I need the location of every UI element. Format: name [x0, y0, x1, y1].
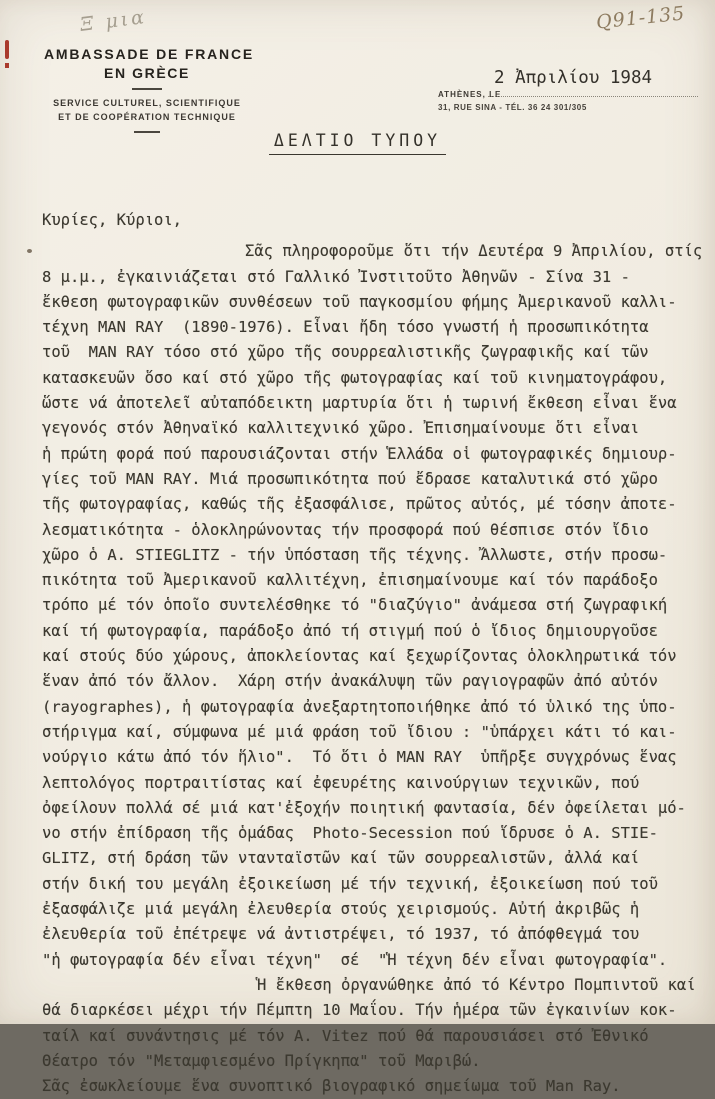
- typed-line: στήριγμα καί, σύμφωνα μέ μιά φράση τοῦ ἴδιου : "ὑπάρχει κάτι τό και-: [42, 722, 677, 741]
- typed-line: χῶρο ὁ A. STIEGLITZ - τήν ὑπόσταση τῆς τέχνης. Ἄλλωστε, στήν προσω-: [42, 545, 668, 564]
- typed-line: ἔκθεση φωτογραφικῶν συνθέσεων τοῦ παγκοσμίου φήμης Ἀμερικανοῦ καλλι-: [42, 292, 677, 311]
- handwritten-pencil-note: Ξ μια: [78, 5, 149, 37]
- typed-line: Ἡ ἔκθεση ὀργανώθηκε ἀπό τό Κέντρο Πομπιντοῦ καί: [257, 975, 696, 994]
- date-address-block: [438, 66, 708, 126]
- typed-line: τρόπο μέ τόν ὁποῖο συντελέσθηκε τό "διαζύγιο" ἀνάμεσα στή ζωγραφική: [42, 596, 668, 615]
- address-line: 31, RUE SINA - TÉL. 36 24 301/305: [438, 103, 587, 112]
- typed-line: κατασκευῶν ὅσο καί στό χῶρο τῆς φωτογραφίας καί τοῦ κινηματογράφου,: [42, 368, 668, 387]
- typed-line: νούργιο κάτω ἀπό τόν ἥλιο". Τό ὅτι ὁ MAN RAY ὑπῆρξε συγχρόνως ἕνας: [42, 748, 677, 767]
- typed-line: (rayographes), ἡ φωτογραφία ἀνεξαρτητοποιήθηκε ἀπό τό ὑλικό της ὑπο-: [42, 697, 677, 716]
- typed-body: [42, 208, 708, 1099]
- typed-line: γίες τοῦ MAN RAY. Μιά προσωπικότητα πού ἔδρασε καταλυτικά στό χῶρο: [42, 469, 658, 488]
- typed-line: "ἡ φωτογραφία δέν εἶναι τέχνη" σέ "Ἡ τέχνη δέν εἶναι φωτογραφία".: [42, 950, 668, 969]
- letterhead-org-line2: EN GRÈCE: [104, 65, 190, 81]
- document-title-text: ΔΕΛΤΙΟ ΤΥΠΟΥ: [269, 131, 446, 155]
- typed-line: Σᾶς ἐσωκλείουμε ἕνα συνοπτικό βιογραφικό σημείωμα τοῦ Man Ray.: [42, 1077, 621, 1096]
- typed-line: θά διαρκέσει μέχρι τήν Πέμπτη 10 Μαΐου. Τήν ἡμέρα τῶν ἐγκαινίων κοκ-: [42, 1001, 677, 1020]
- typed-line: λεπτολόγος πορτραιτίστας καί ἐφευρέτης καινούργιων τεχνικῶν, πού: [42, 773, 640, 792]
- embassy-letterhead: [44, 46, 254, 133]
- typed-line: Θέατρο τόν "Μεταμφιεσμένο Πρίγκηπα" τοῦ Μαριβώ.: [42, 1051, 481, 1070]
- typed-line: νο στήν ἐπίδραση τῆς ὁμάδας Photo-Secession πού ἵδρυσε ὁ A. STIE-: [42, 824, 658, 843]
- handwritten-reference-number: Q91-135: [595, 2, 687, 34]
- typed-line: ταίλ καί συνάντησις μέ τόν A. Vitez πού θά παρουσιάσει στό Ἐθνικό: [42, 1026, 649, 1045]
- place-label: ATHÈNES, LE: [438, 90, 502, 99]
- typed-line: ἐλευθερία τοῦ ἐπέτρεψε νά ἀντιστρέψει, τό 1937, τό ἀπόφθεγμά του: [42, 925, 640, 944]
- letterhead-service-line2: ET DE COOPÉRATION TECHNIQUE: [58, 112, 236, 122]
- letterhead-service-line1: SERVICE CULTUREL, SCIENTIFIQUE: [53, 98, 241, 108]
- typed-line: ὀφείλουν πολλά σέ μιά κατ'ἐξοχήν ποιητική φαντασία, δέν ὀφείλεται μό-: [42, 798, 686, 817]
- typed-line: τῆς φωτογραφίας, καθώς τῆς ἐξασφάλισε, πρῶτος αὐτός, μέ τόσην ἀποτε-: [42, 495, 677, 514]
- typed-line: πικότητα τοῦ Ἀμερικανοῦ καλλιτέχνη, ἐπισημαίνουμε καί τόν παράδοξο: [42, 571, 658, 590]
- letterhead-org-line1: AMBASSADE DE FRANCE: [44, 46, 254, 62]
- typed-line: ἐξασφάλιζε μιά μεγάλη ἐλευθερία στούς χειρισμούς. Αὐτή ἀκριβῶς ἡ: [42, 900, 640, 919]
- typed-line: γεγονός στόν Ἀθηναϊκό καλλιτεχνικό χῶρο. Ἐπισημαίνουμε ὅτι εἶναι: [42, 419, 640, 438]
- letterhead-divider: [132, 88, 162, 90]
- date-dotted-line: [488, 96, 698, 97]
- typed-line: ὥστε νά ἀποτελεῖ αὐταπόδεικτη μαρτυρία ὅτι ἡ τωρινή ἔκθεση εἶναι ἕνα: [42, 394, 677, 413]
- typed-line: Σᾶς πληροφοροῦμε ὅτι τήν Δευτέρα 9 Ἀπριλίου, στίς: [245, 242, 703, 261]
- typed-line: Κυρίες, Κύριοι,: [42, 211, 182, 229]
- typed-line: στήν δική του μεγάλη ἐξοικείωση μέ τήν τεχνική, ἐξοικείωση πού τοῦ: [42, 874, 658, 893]
- typed-line: GLITZ, στή δράση τῶν ντανταϊστῶν καί τῶν σουρρεαλιστῶν, ἀλλά καί: [42, 849, 640, 868]
- typed-line: καί στούς δύο χώρους, ἀποκλείοντας καί ξεχωρίζοντας ὁλοκληρωτικά τόν: [42, 647, 677, 666]
- typed-line: λεσματικότητα - ὁλοκληρώνοντας τήν προσφορά πού θέσπισε στόν ἴδιο: [42, 520, 649, 539]
- document-title: [0, 131, 715, 155]
- typed-line: καί τή φωτογραφία, παράδοξο ἀπό τή στιγμή πού ὁ ἴδιος δημιουργοῦσε: [42, 621, 658, 640]
- typed-line: τοῦ MAN RAY τόσο στό χῶρο τῆς σουρρεαλιστικῆς ζωγραφικῆς καί τῶν: [42, 343, 649, 362]
- typed-line: ἕναν ἀπό τόν ἄλλον. Χάρη στήν ἀνακάλυψη τῶν ραγιογραφῶν ἀπό αὐτόν: [42, 672, 658, 691]
- typed-line: ἡ πρώτη φορά πού παρουσιάζονται στήν Ἑλλάδα οἱ φωτογραφικές δημιουρ-: [42, 444, 677, 463]
- red-margin-mark: [5, 40, 9, 59]
- typed-date: 2 Ἀπριλίου 1984: [494, 68, 653, 88]
- typed-line: 8 μ.μ., ἐγκαινιάζεται στό Γαλλικό Ἰνστιτοῦτο Ἀθηνῶν - Σίνα 31 -: [42, 267, 630, 286]
- scan-speck: [27, 249, 32, 253]
- typed-line: τέχνη MAN RAY (1890-1976). Εἶναι ἤδη τόσο γνωστή ἡ προσωπικότητα: [42, 318, 649, 337]
